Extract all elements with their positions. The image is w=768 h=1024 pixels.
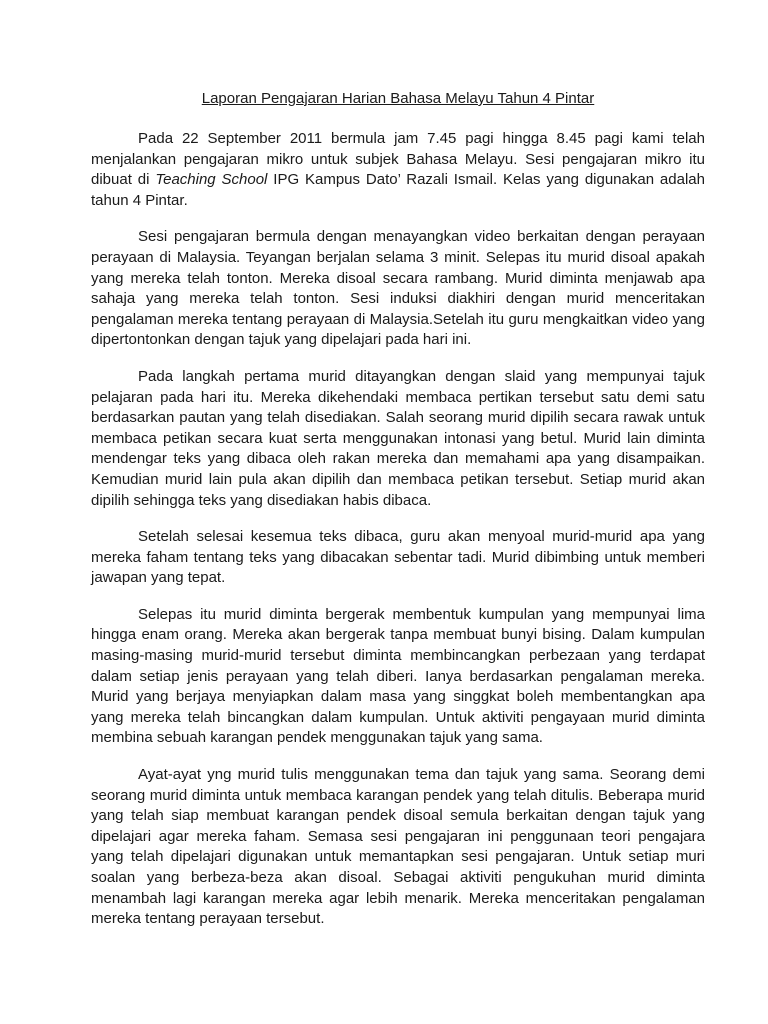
paragraph-4: Setelah selesai kesemua teks dibaca, guru akan menyoal murid-murid apa yang mereka faham tentang teks yang dibacakan sebentar tadi. Murid dibimbing untuk memberi jawapan yang tepat. [91, 528, 705, 587]
document-title: Laporan Pengajaran Harian Bahasa Melayu Tahun 4 Pintar [201, 90, 595, 107]
paragraph-1-italic-term: Teaching School [155, 171, 268, 189]
paragraph-1-text-end: IPG Kampus Dato’ Razali Ismail. Kelas yang digunakan adalah tahun 4 Pintar. [91, 171, 705, 209]
paragraph-6: Ayat-ayat yng murid tulis menggunakan tema dan tajuk yang sama. Seorang demi seorang murid diminta untuk membaca karangan pendek yang telah ditulis. Beberapa murid yang telah siap membuat karangan pendek disoal semula berkaitan dengan tajuk yang dipelajari agar mereka faham. Semasa sesi pengajaran ini penggunaan teori pengajara yang telah dipelajari digunakan untuk memantapkan sesi pengajaran. Untuk setiap muri soalan yang berbeza-beza akan disoal. Sebagai aktiviti pengukuhan murid diminta menambah lagi karangan mereka agar lebih menarik. Mereka menceritakan pengalaman mereka tentang perayaan tersebut. [91, 766, 705, 928]
paragraph-5: Selepas itu murid diminta bergerak membentuk kumpulan yang mempunyai lima hingga enam orang. Mereka akan bergerak tanpa membuat bunyi bising. Dalam kumpulan masing-masing murid-murid tersebut diminta membincangkan perbezaan yang terdapat dalam setiap jenis perayaan yang telah diberi. Ianya berdasarkan pengalaman mereka. Murid yang berjaya menyiapkan dalam masa yang singgkat boleh membentangkan apa yang mereka telah bincangkan dalam kumpulan. Untuk aktiviti pengayaan murid diminta membina sebuah karangan pendek menggunakan tajuk yang sama. [91, 605, 705, 747]
paragraph-1 [91, 129, 705, 211]
paragraph-3: Pada langkah pertama murid ditayangkan dengan slaid yang mempunyai tajuk pelajaran pada hari itu. Mereka dikehendaki membaca pertikan tersebut satu demi satu berdasarkan pautan yang telah disediakan. Salah seorang murid dipilih secara rawak untuk membaca petikan secara kuat serta menggunakan intonasi yang betul. Murid lain diminta mendengar teks yang dibaca oleh rakan mereka dan memahami apa yang disampaikan. Kemudian murid lain pula akan dipilih dan membaca petikan tersebut. Setiap murid akan dipilih sehingga teks yang disediakan habis dibaca. [91, 367, 705, 509]
document-page [91, 89, 705, 946]
paragraph-2: Sesi pengajaran bermula dengan menayangkan video berkaitan dengan perayaan perayaan di Malaysia. Teyangan berjalan selama 3 minit. Selepas itu murid disoal apakah yang mereka telah tonton. Mereka disoal secara rambang. Murid diminta menjawab apa sahaja yang mereka telah tonton. Sesi induksi diakhiri dengan murid menceritakan pengalaman mereka tentang perayaan di Malaysia.Setelah itu guru mengkaitkan video yang dipertontonkan dengan tajuk yang dipelajari pada hari ini. [91, 228, 705, 349]
paragraph-1-text-start: Pada 22 September 2011 bermula jam 7.45 pagi hingga 8.45 pagi kami telah menjalankan pengajaran mikro untuk subjek Bahasa Melayu. Sesi pengajaran mikro itu dibuat di [91, 130, 705, 189]
